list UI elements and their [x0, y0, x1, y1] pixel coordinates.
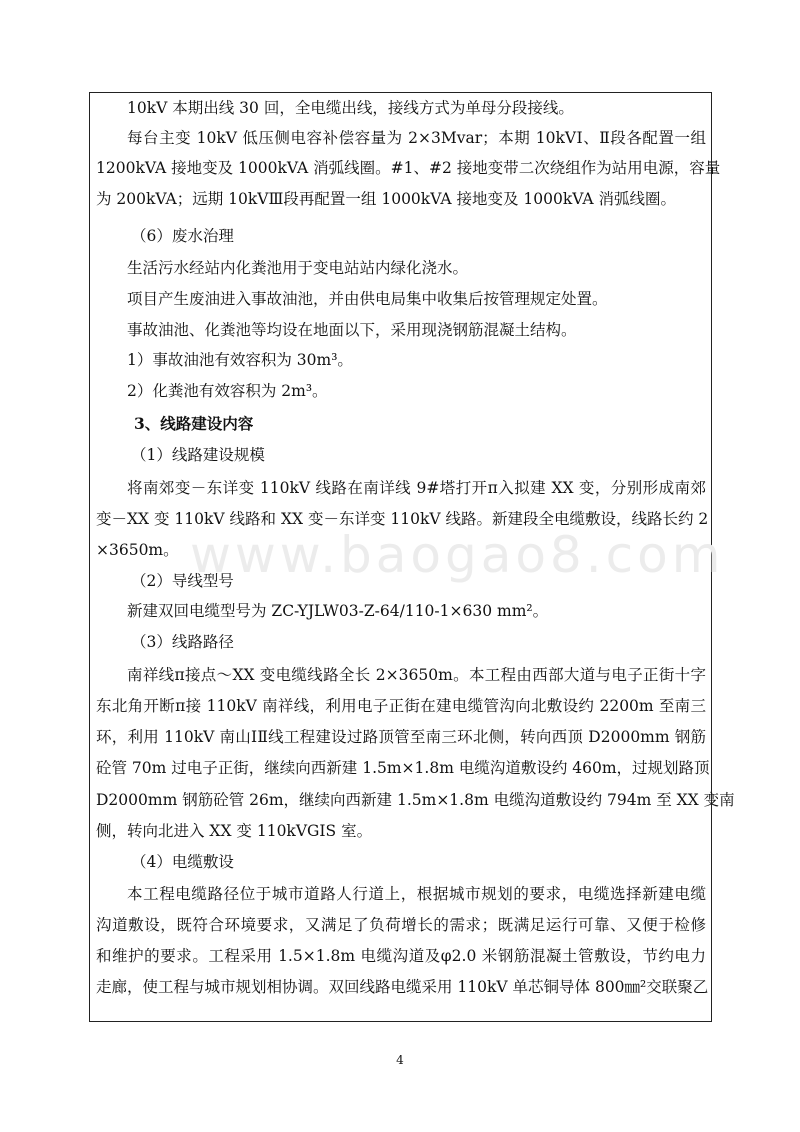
- paragraph-line: 生活污水经站内化粪池用于变电站站内绿化浇水。: [127, 259, 469, 277]
- paragraph-line: 走廊，使工程与城市规划相协调。双回线路电缆采用 110kV 单芯铜导体 800㎜²交联聚乙: [96, 978, 709, 996]
- paragraph-line: 新建双回电缆型号为 ZC-YJLW03-Z-64/110-1×630 mm²。: [127, 602, 549, 620]
- section-heading: （3）线路路径: [131, 633, 234, 651]
- paragraph-line: 10kV 本期出线 30 回，全电缆出线，接线方式为单母分段接线。: [127, 99, 574, 117]
- paragraph-line: 环，利用 110kV 南山ⅠⅡ线工程建设过路顶管至南三环北侧，转向西顶 D2000mm 钢筋: [96, 728, 706, 746]
- paragraph-line: 沟道敷设，既符合环境要求，又满足了负荷增长的需求；既满足运行可靠、又便于检修: [96, 916, 706, 934]
- paragraph-line: 项目产生废油进入事故油池，并由供电局集中收集后按管理规定处置。: [127, 290, 608, 308]
- paragraph-line: 南祥线π接点～XX 变电缆线路全长 2×3650m。本工程由西部大道与电子正街十字: [127, 666, 706, 684]
- paragraph-line: 为 200kVA；远期 10kVⅢ段再配置一组 1000kVA 接地变及 1000kVA 消弧线圈。: [96, 190, 676, 208]
- section-heading: （4）电缆敷设: [131, 853, 234, 871]
- paragraph-line: 侧，转向北进入 XX 变 110kVGIS 室。: [96, 822, 373, 840]
- page-number: 4: [396, 1053, 404, 1067]
- paragraph-line: 变－XX 变 110kV 线路和 XX 变－东详变 110kV 线路。新建段全电缆敷设，线路长约 2: [96, 510, 709, 528]
- list-item: 1）事故油池有效容积为 30m³。: [127, 351, 353, 369]
- paragraph-line: 每台主变 10kV 低压侧电容补偿容量为 2×3Mvar；本期 10kVⅠ、Ⅱ段各配置一组: [127, 129, 706, 147]
- section-heading: （2）导线型号: [131, 572, 234, 590]
- list-item: 2）化粪池有效容积为 2m³。: [127, 382, 328, 400]
- paragraph-line: D2000mm 钢筋砼管 26m，继续向西新建 1.5m×1.8m 电缆沟道敷设约 794m 至 XX 变南: [96, 791, 735, 809]
- paragraph-line: 事故油池、化粪池等均设在地面以下，采用现浇钢筋混凝土结构。: [127, 321, 577, 339]
- paragraph-line: ×3650m。: [96, 541, 179, 559]
- paragraph-line: 将南郊变－东详变 110kV 线路在南详线 9#塔打开π入拟建 XX 变，分别形成南郊: [127, 479, 706, 497]
- section-heading: （6）废水治理: [131, 227, 234, 245]
- section-heading: （1）线路建设规模: [131, 446, 265, 464]
- section-title: 3、线路建设内容: [134, 414, 254, 433]
- paragraph-line: 砼管 70m 过电子正街，继续向西新建 1.5m×1.8m 电缆沟道敷设约 460m，过规划路顶: [96, 759, 710, 777]
- paragraph-line: 和维护的要求。工程采用 1.5×1.8m 电缆沟道及φ2.0 米钢筋混凝土管敷设，节约电力: [96, 947, 706, 965]
- paragraph-line: 本工程电缆路径位于城市道路人行道上，根据城市规划的要求，电缆选择新建电缆: [127, 885, 706, 903]
- paragraph-line: 东北角开断π接 110kV 南祥线，利用电子正街在建电缆管沟向北敷设约 2200m 至南三: [96, 697, 706, 715]
- watermark: www.baogao8.com: [190, 526, 725, 584]
- paragraph-line: 1200kVA 接地变及 1000kVA 消弧线圈。#1、#2 接地变带二次绕组作为站用电源，容量: [96, 159, 721, 177]
